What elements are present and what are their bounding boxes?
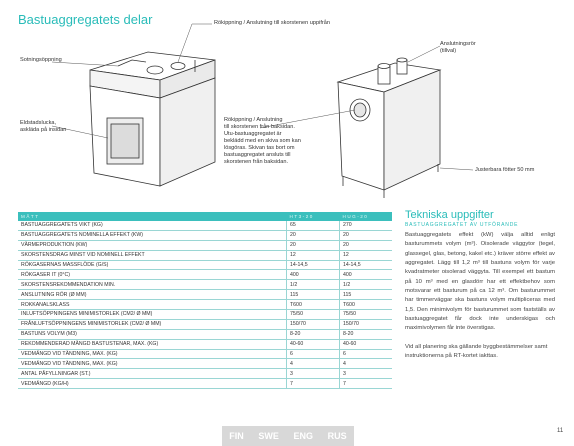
label-feet: Justerbara fötter 50 mm [475,167,535,173]
label-hatch: Eldstadslucka, askläda på insidan [20,120,67,133]
label-smoke-top: Rökippning / Anslutning till skorstenen uppifrån [214,20,330,26]
table-row: BASTUAGGREGATETS NOMINELLA EFFEKT (KW) 20 20 [18,230,392,240]
table-row: ANSLUTNING RÖR (Ø MM) 115 115 [18,290,392,300]
tech-specs-section [405,209,555,361]
lang-swe[interactable]: SWE [258,431,279,441]
table-row: ANTAL PÅFYLLNINGAR (ST.) 3 3 [18,369,392,379]
table-row: ROKKANALSKLASS T600 T600 [18,300,392,310]
lang-eng[interactable]: ENG [293,431,314,441]
table-row: INLUFTSÖPPNINGENS MINIMISTORLEK (CM2/ Ø MM) 75/50 75/50 [18,310,392,320]
table-row: REKOMMENDERAD MÄNGD BASTUSTENAR, MAX. (KG) 40-60 40-60 [18,339,392,349]
table-header: HUG-20 [340,212,393,221]
stove-diagram [0,0,574,205]
table-header: HT3-20 [287,212,340,221]
body-paragraph: Bastuaggregatets effekt (kW) välja alltid enligt basturummets volym (m³). Oisolerade väggytor (tegel, glassegel, glas, betong, kakel etc.) kräver större effekt av aggregatet. Lägg till 1,2 m³ till bastuns volym för varje kvadratmeter oisolerad väggyta. Till exempel ett bastum på 10 m³ med en glasdörr har ett effektbehov som motsvarar ett basturum på ca 12 m³. Om basturummet har timmerväggar ska bastuns volym multipliceras med 1,5. Den minimivolym för basturummet som fastställs av bastuaggregatet får dock inte underskigas och maximivolymen får inte överstigas. [405,232,555,332]
page-title: Bastuaggregatets delar [18,12,153,27]
table-row: BASTUAGGREGATETS VIKT (KG) 65 270 [18,221,392,230]
note-paragraph: Vid all planering ska gällande byggbestämmelser samt instruktionerna på RT-kortet iakttas. [405,343,548,360]
table-row: RÖKGASERNAS MASSFLÖDE (G/S) 14-14,5 14-14,5 [18,260,392,270]
table-row: SKORSTENSDRAG MINST VID NOMINELL EFFEKT 12 12 [18,250,392,260]
table-header: MÅTT [18,212,287,221]
section-subheading: BASTUAGGREGATET AV UTFÖRANDE [405,222,519,228]
label-rear-pipe: Anslutningsrör (tillval) [440,41,476,54]
table-row: SKORSTENSREKOMMENDATION MIN. 1/2 1/2 [18,280,392,290]
spec-table [18,212,392,389]
table-row: BASTUNS VOLYM (M3) 8-20 8-20 [18,329,392,339]
table-row: RÖKGASER IT (0°C) 400 400 [18,270,392,280]
label-sotning: Sotningsöppning [20,57,62,63]
table-row: VÄRMEPRODUKTION (KW) 20 20 [18,240,392,250]
page-number: 11 [557,428,564,434]
label-smoke-rear: Rökippning / Anslutning till skorstenen från baksidan. Utu-bastuaggregatet är beklädd med en skiva som kan lösgöras. Skivan tas bort om bastuaggregatet ansluts till skorstenen från baksidan. [224,117,301,165]
table-row: VEDMÄNGD VID TÄNDNING, MAX. (KG) 4 4 [18,359,392,369]
section-heading: Tekniska uppgifter [405,209,494,221]
language-bar [222,426,354,446]
table-row: FRÅNLUFTSÖPPNINGENS MINIMISTORLEK (CM2/ Ø MM) 150/70 150/70 [18,319,392,329]
table-row: VEDMÄNGD VID TÄNDNING, MAX. (KG) 6 6 [18,349,392,359]
lang-fin[interactable]: FIN [229,431,244,441]
table-header-row [18,212,392,221]
table-row: VEDMÄNGD (KG/H) 7 7 [18,379,392,389]
lang-rus[interactable]: RUS [327,431,347,441]
